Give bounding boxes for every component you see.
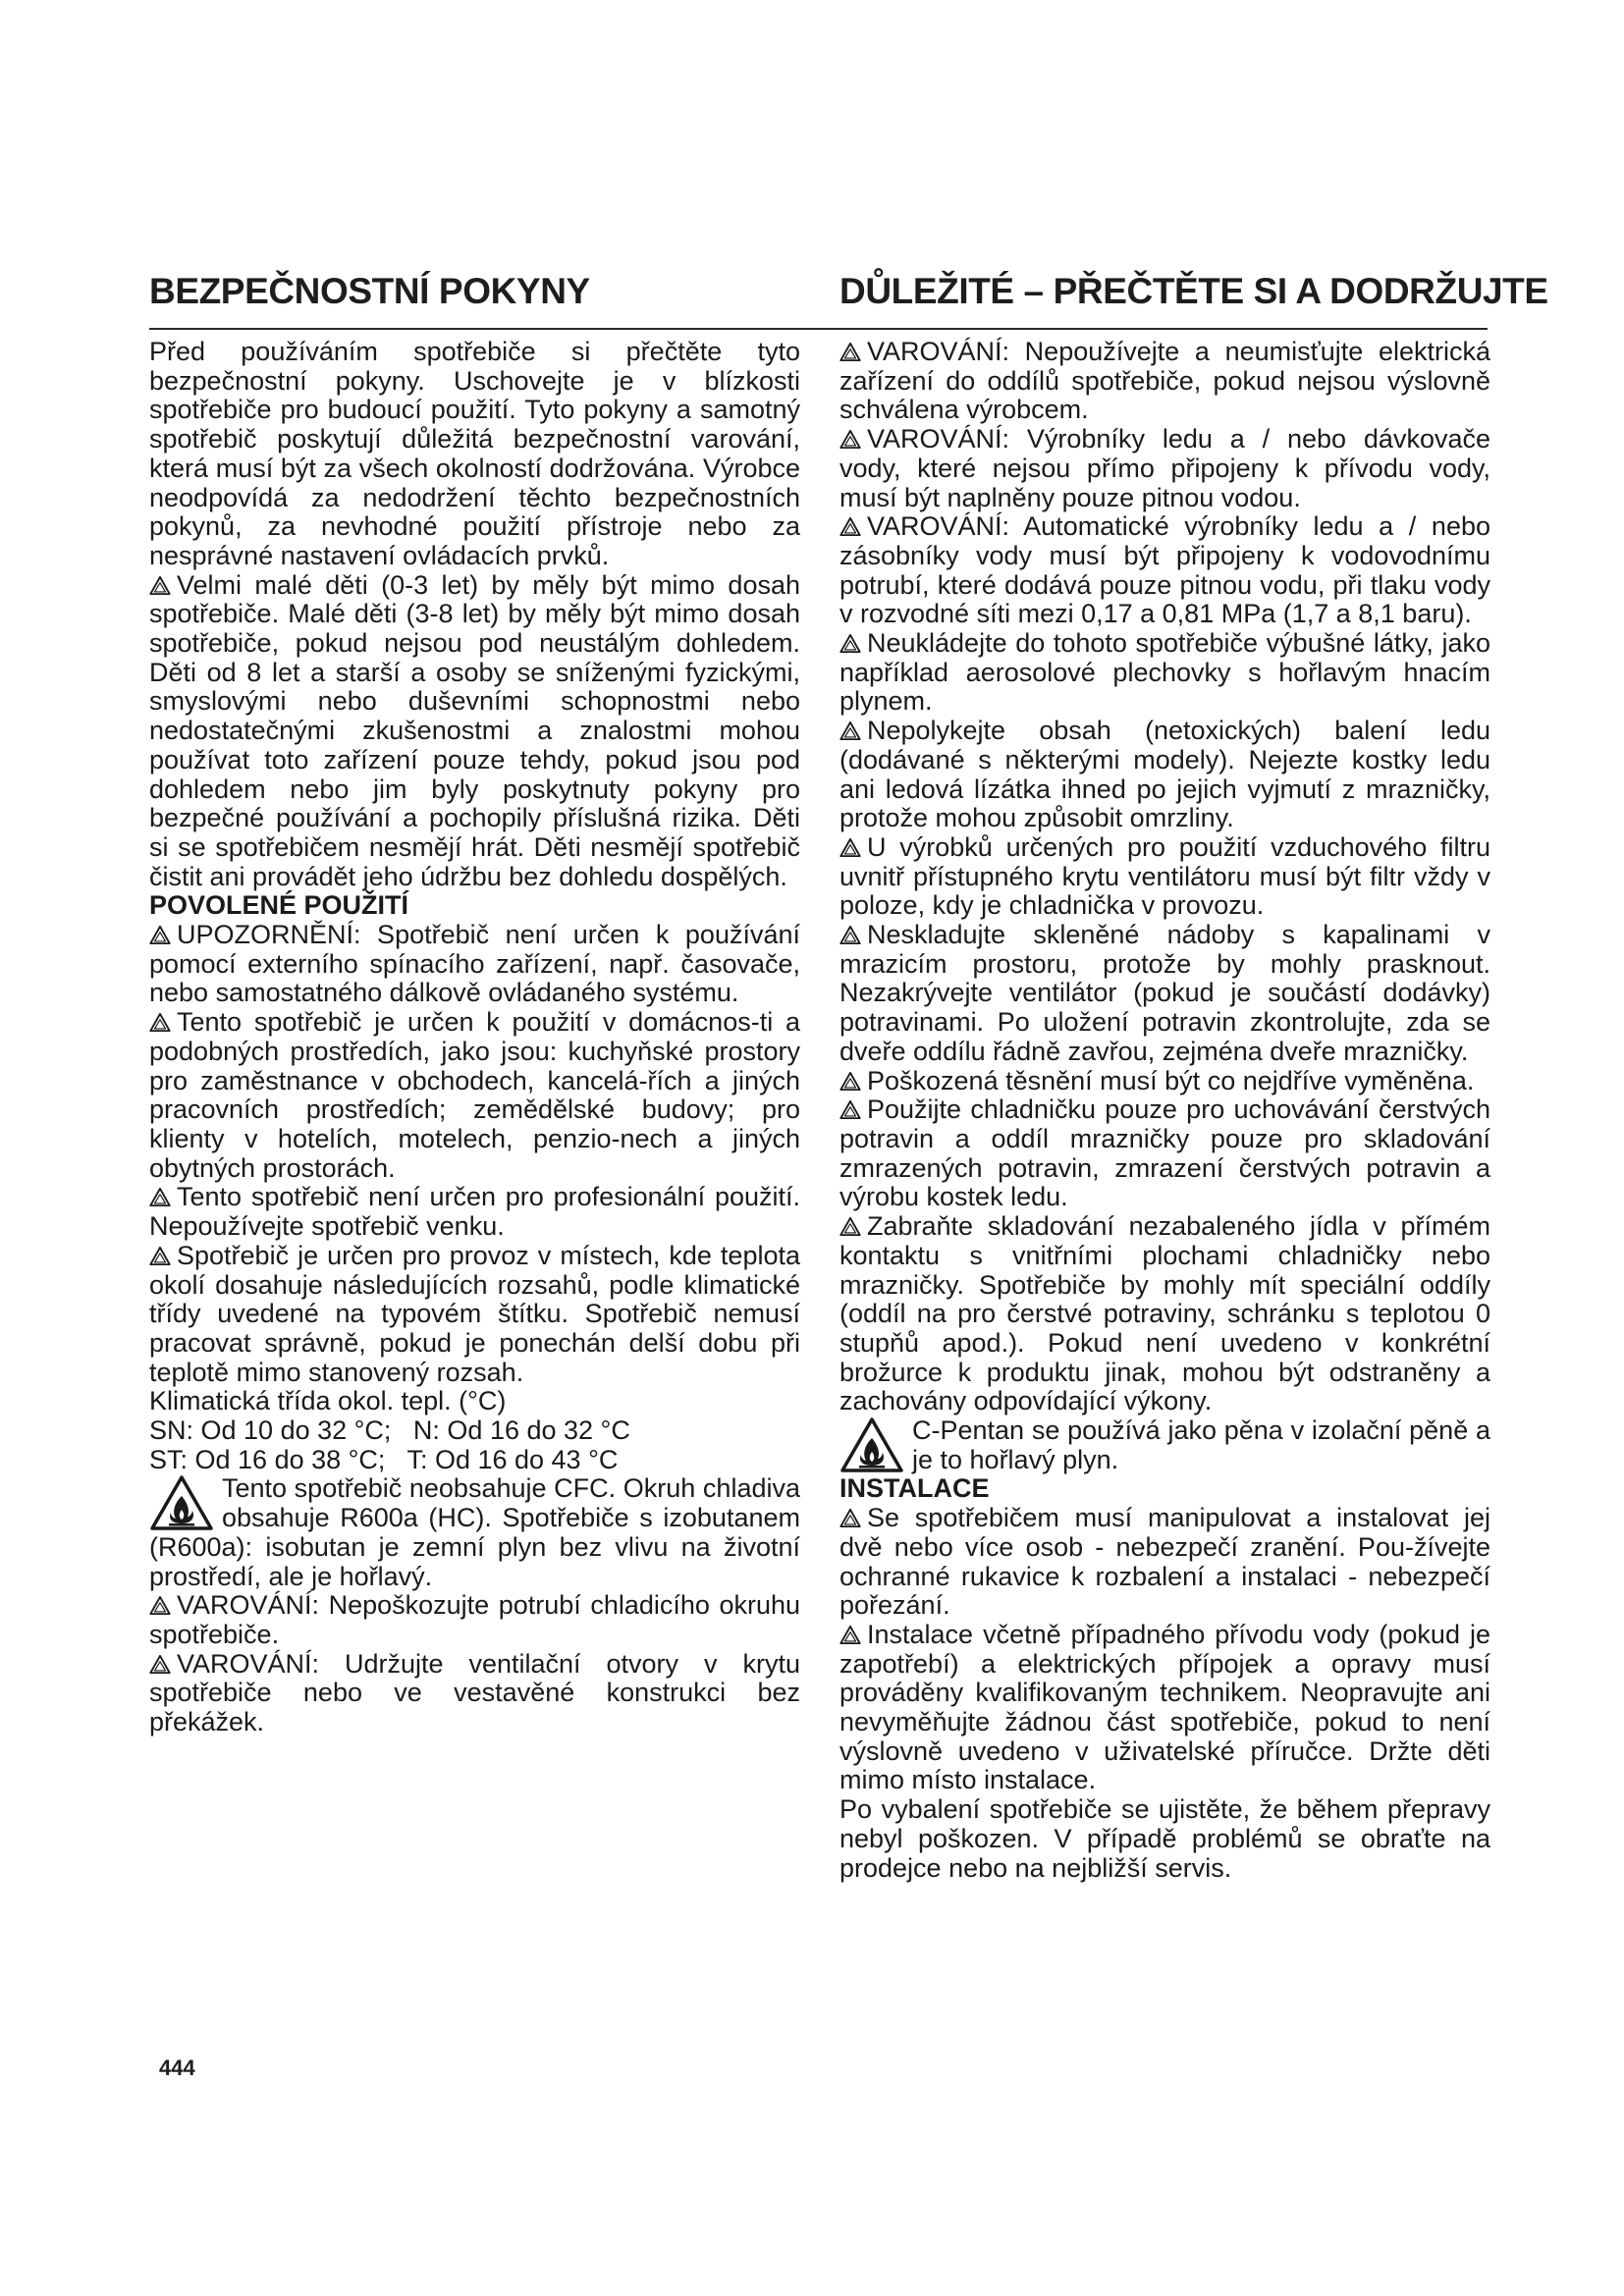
warning-triangle-icon xyxy=(149,1595,171,1616)
seals-paragraph xyxy=(839,1067,1490,1096)
warning-triangle-icon xyxy=(149,925,171,945)
not-professional-paragraph xyxy=(149,1183,800,1241)
installation-heading: INSTALACE xyxy=(839,1473,990,1504)
unpacking-paragraph: Po vybalení spotřebiče se ujistěte, že během přepravy nebyl poškozen. V případě problémů se obraťte na prodejce nebo na nejbližší servis. xyxy=(839,1794,1490,1883)
caution-text: UPOZORNĚNÍ: Spotřebič není určen k používání pomocí externího spínacího zařízení, např. časovače, nebo samostatného dálkově ovládaného systému. xyxy=(149,920,800,1008)
household-use-paragraph xyxy=(149,1008,800,1183)
section-title-important: DŮLEŽITÉ – PŘEČTĚTE SI A DODRŽUJTE xyxy=(839,271,1548,311)
right-column xyxy=(839,338,1490,1883)
household-use-text: Tento spotřebič je určen k použití v domácnos-ti a podobných prostředích, jako jsou: kuchyňské prostory pro zaměstnance v obchodech, kancelá-řích a jiných pracovních prostředích; zemědělské budovy; pro klienty v hotelích, motelech, penzio-nech a jiných obytných prostorách. xyxy=(149,1007,800,1183)
unwrapped-food-text: Zabraňte skladování nezabaleného jídla v přímém kontaktu s vnitřními plochami chladničky nebo mrazničky. Spotřebiče by mohly mít speciální oddíly (oddíl na pro čerstvé potraviny, schránku s teplotou 0 stupňů apod.). Pokud není uvedeno v konkrétní brožurce k produktu jinak, mohou být odstraněny a zachovány odpovídající výkony. xyxy=(839,1211,1490,1416)
warning-vents-text: VAROVÁNÍ: Udržujte ventilační otvory v krytu spotřebiče nebo ve vestavěné konstrukci bez překážek. xyxy=(149,1648,800,1737)
warning-triangle-icon xyxy=(149,1187,171,1207)
warning-water-pressure-paragraph xyxy=(839,512,1490,629)
warning-triangle-icon xyxy=(839,516,861,537)
fridge-usage-text: Použijte chladničku pouze pro uchovávání čerstvých potravin a oddíl mrazničky pouze pro skladování zmrazených potravin, zmrazení čerstvých potravin a výrobu kostek ledu. xyxy=(839,1095,1490,1212)
warning-triangle-icon xyxy=(839,925,861,945)
explosive-storage-paragraph xyxy=(839,629,1490,717)
left-column xyxy=(149,338,800,1737)
warning-water-pressure-text: VAROVÁNÍ: Automatické výrobníky ledu a / nebo zásobníky vody musí být připojeny k vodovodnímu potrubí, které dodává pouze pitnou vodu, při tlaku vody v rozvodné síti mezi 0,17 a 0,81 MPa (1,7 a 8,1 baru). xyxy=(839,511,1490,629)
warning-triangle-icon xyxy=(839,429,861,450)
warning-triangle-icon xyxy=(839,1099,861,1120)
warning-triangle-icon xyxy=(839,342,861,362)
children-warning-text: Velmi malé děti (0-3 let) by měly být mimo dosah spotřebiče. Malé děti (3-8 let) by měly být mimo dosah spotřebiče, pokud nejsou pod neustálým dohledem. Děti od 8 let a starší a osoby se sníženými fyzickými, smyslovými nebo duševními schopnostmi nebo nedostatečnými zkušenostmi a znalostmi mohou používat toto zařízení pouze tehdy, pokud jsou pod dohledem nebo jim byly poskytnuty pokyny pro bezpečné používání a pochopily příslušná rizika. Děti si se spotřebičem nesmějí hrát. Děti nesmějí spotřebič čistit ani provádět jeho údržbu bez dohledu dospělých. xyxy=(149,569,800,891)
cpentane-paragraph xyxy=(839,1416,1490,1474)
warning-electrical-text: VAROVÁNÍ: Nepoužívejte a neumisťujte elektrická zařízení do oddílů spotřebiče, pokud nejsou výslovně schválena výrobcem. xyxy=(839,337,1490,425)
warning-triangle-icon xyxy=(839,1625,861,1645)
section-title-safety: BEZPEČNOSTNÍ POKYNY xyxy=(149,271,590,311)
warning-triangle-icon xyxy=(149,1246,171,1266)
page-number: 444 xyxy=(159,2056,195,2080)
cfc-text: Tento spotřebič neobsahuje CFC. Okruh chladiva obsahuje R600a (HC). Spotřebiče s izobutanem (R600a): isobutan je zemní plyn bez vlivu na životní prostředí, ale je hořlavý. xyxy=(149,1473,800,1591)
ice-pack-paragraph xyxy=(839,717,1490,833)
qualified-technician-paragraph xyxy=(839,1621,1490,1795)
handling-paragraph xyxy=(839,1504,1490,1621)
climate-operation-paragraph xyxy=(149,1242,800,1388)
warning-icemaker-paragraph xyxy=(839,425,1490,512)
unwrapped-food-paragraph xyxy=(839,1212,1490,1416)
warning-triangle-icon xyxy=(839,721,861,741)
flammable-warning-icon xyxy=(149,1474,214,1531)
children-warning xyxy=(149,571,800,892)
qualified-technician-text: Instalace včetně případného přívodu vody (pokud je zapotřebí) a elektrických přípojek a opravy musí prováděny kvalifikovaným technikem. Neopravujte ani nevyměňujte žádnou část spotřebiče, pokud to není výslovně uvedeno v uživatelské příručce. Držte děti mimo místo instalace. xyxy=(839,1619,1490,1795)
glass-containers-text: Neskladujte skleněné nádoby s kapalinami v mrazicím prostoru, protože by mohly prasknout. Nezakrývejte ventilátor (pokud je součástí dodávky) potravinami. Po uložení potravin zkontrolujte, zda se dveře oddílu řádně zavřou, zejména dveře mrazničky. xyxy=(839,920,1490,1066)
not-professional-text: Tento spotřebič není určen pro profesionální použití. Nepoužívejte spotřebič venku. xyxy=(149,1182,800,1242)
explosive-storage-text: Neukládejte do tohoto spotřebiče výbušné látky, jako například aerosolové plechovky s hořlavým hnacím plynem. xyxy=(839,628,1490,717)
warning-triangle-icon xyxy=(839,1508,861,1528)
header-divider xyxy=(149,328,1488,330)
warning-triangle-icon xyxy=(839,837,861,858)
air-filter-text: U výrobků určených pro použití vzduchového filtru uvnitř přístupného krytu ventilátoru musí být filtr vždy v poloze, kdy je chladnička v provozu. xyxy=(839,831,1490,921)
fridge-usage-paragraph xyxy=(839,1095,1490,1212)
climate-class-label: Klimatická třída okol. tepl. (°C) xyxy=(149,1386,507,1416)
cfc-paragraph xyxy=(149,1474,800,1591)
seals-text: Poškozená těsnění musí být co nejdříve vyměněna. xyxy=(867,1065,1475,1095)
warning-icemaker-text: VAROVÁNÍ: Výrobníky ledu a / nebo dávkovače vody, které nejsou přímo připojeny k přívodu vody, musí být naplněny pouze pitnou vodou. xyxy=(839,424,1490,512)
warning-electrical-paragraph xyxy=(839,338,1490,425)
glass-containers-paragraph xyxy=(839,921,1490,1067)
warning-triangle-icon xyxy=(149,575,171,596)
cpentane-text: C-Pentan se používá jako pěna v izolační pěně a je to hořlavý plyn. xyxy=(912,1415,1490,1474)
warning-triangle-icon xyxy=(149,1654,171,1675)
caution-paragraph xyxy=(149,921,800,1008)
air-filter-paragraph xyxy=(839,833,1490,921)
intro-paragraph: Před používáním spotřebiče si přečtěte tyto bezpečnostní pokyny. Uschovejte je v blízkosti spotřebiče pro budoucí použití. Tyto pokyny a samotný spotřebič poskytují důležitá bezpečnostní varování, která musí být za všech okolností dodržována. Výrobce neodpovídá za nedodržení těchto bezpečnostních pokynů, za nevhodné použití přístroje nebo za nesprávné nastavení ovládacích prvků. xyxy=(149,337,800,570)
warning-triangle-icon xyxy=(839,1071,861,1092)
handling-text: Se spotřebičem musí manipulovat a instalovat jej dvě nebo více osob - nebezpečí zranění. Pou-žívejte ochranné rukavice k rozbalení a instalaci - nebezpečí pořezání. xyxy=(839,1503,1490,1621)
ice-pack-text: Nepolykejte obsah (netoxických) balení ledu (dodávané s některými modely). Nejezte kostky ledu ani ledová lízátka ihned po jejich vyjmutí z mrazničky, protože mohou způsobit omrzliny. xyxy=(839,716,1490,833)
climate-operation-text: Spotřebič je určen pro provoz v místech, kde teplota okolí dosahuje následujících rozsahů, podle klimatické třídy uvedené na typovém štítku. Spotřebič nemusí pracovat správně, pokud je ponechán delší dobu při teplotě mimo stanovený rozsah. xyxy=(149,1240,800,1387)
climate-class-line-2: ST: Od 16 do 38 °C; T: Od 16 do 43 °C xyxy=(149,1444,619,1474)
warning-triangle-icon xyxy=(839,633,861,654)
warning-vents-paragraph xyxy=(149,1650,800,1737)
warning-circuit-paragraph xyxy=(149,1591,800,1649)
permitted-use-heading: POVOLENÉ POUŽITÍ xyxy=(149,890,409,921)
warning-triangle-icon xyxy=(839,1216,861,1237)
warning-triangle-icon xyxy=(149,1012,171,1033)
climate-class-line-1: SN: Od 10 do 32 °C; N: Od 16 do 32 °C xyxy=(149,1415,630,1446)
warning-circuit-text: VAROVÁNÍ: Nepoškozujte potrubí chladicího okruhu spotřebiče. xyxy=(149,1590,800,1649)
flammable-warning-icon xyxy=(839,1416,904,1473)
